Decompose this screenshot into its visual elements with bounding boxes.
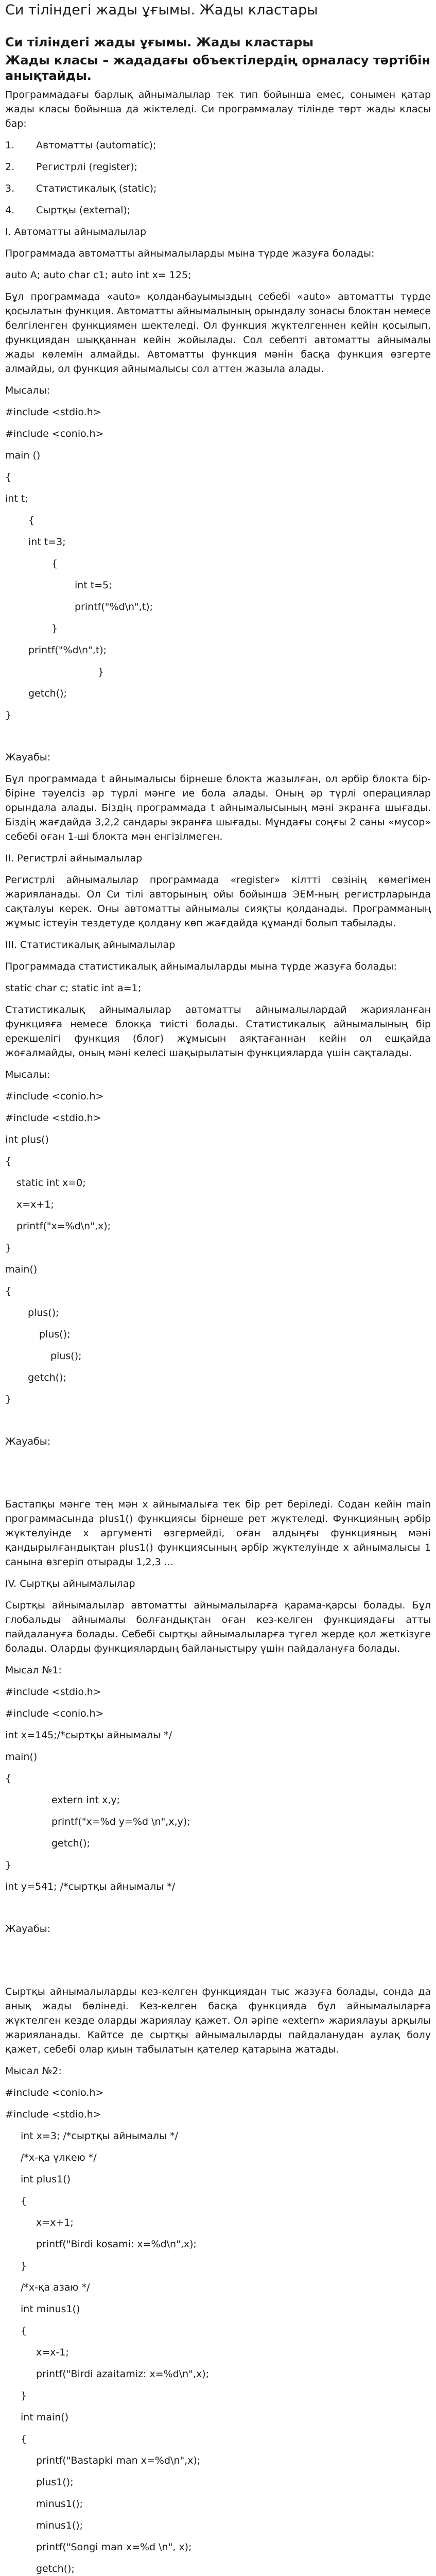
section-register-title: II. Регистрлі айнымалылар	[5, 853, 143, 864]
list-item	[5, 181, 431, 196]
code-block-static	[5, 1089, 431, 1406]
code-line: }	[5, 709, 12, 721]
section-automatic-title: I. Автоматты айнымалылар	[5, 226, 147, 238]
code-line: getch();	[51, 1838, 90, 1849]
code-line: }	[5, 1859, 12, 1871]
code-line: extern int x,y;	[51, 1794, 120, 1806]
section-external-title: IV. Сыртқы айнымалылар	[5, 1578, 135, 1589]
code-line: int minus1()	[21, 2303, 80, 2315]
code-line: minus1();	[36, 2498, 83, 2510]
code-line: x=x+1;	[16, 1199, 54, 1210]
code-line: #include <stdio.h>	[5, 2109, 101, 2120]
code-line: int main()	[21, 2412, 69, 2423]
code-line: static int x=0;	[16, 1177, 86, 1189]
code-line: getch();	[28, 1372, 66, 1383]
code-line: plus();	[50, 1350, 82, 1362]
code-line: int y=541; /*сыртқы айнымалы */	[5, 1881, 176, 1892]
list-item	[5, 138, 431, 152]
section-static-desc: Программада статистикалық айнымалыларды мына түрде жазуға болады:	[5, 961, 397, 972]
code-line: int t=3;	[28, 536, 66, 548]
code-line: }	[5, 1242, 12, 1253]
code-line: int t;	[5, 493, 28, 504]
section-subheading: Жады класы – жададағы объектілердің орналасу тәртібін анықтайды.	[5, 53, 430, 83]
list-item-number: 3.	[5, 183, 15, 194]
code-line: #include <conio.h>	[5, 428, 104, 439]
code-line: plus1();	[36, 2477, 74, 2488]
code-line: {	[5, 471, 12, 483]
code-line: printf("Birdi azaitamiz: x=%d\n",x);	[36, 2368, 210, 2380]
code-line: {	[5, 1285, 12, 1297]
section-automatic-body: Бұл программада «auto» қолданбауымыздың себебі «auto» автоматты түрде қосылатын функция. Автоматты айнымалының орындалу зонасы блоктан немесе белгіленген функциямен шектеледі. Ол функция жүктелгеннен кейін қосылып, функциядан шыққаннан кейін жойылады. Сол себепті автоматты айнымалы жады көлемін алмайды. Автоматты функция мәнін басқа функция өзгерте алмайды, ол функция айнымалысы сол аттен жазыла алады.	[5, 291, 431, 375]
code-line: getch();	[36, 2563, 75, 2574]
example-label: Мысалы:	[5, 1069, 50, 1080]
code-line: printf("x=%d y=%d \n",x,y);	[51, 1816, 190, 1827]
code-block-external-2	[5, 2086, 431, 2576]
section-static-body: Статистикалық айнымалылар автоматты айнымалылардай жарияланған функцияға немесе блокқа тиісті болады. Статистикалық айнымалының бір ерекшелігі функция (блог) жұмысын аяқтағаннан кейін ол ешқайда жоғалмайды, оның мәні келесі шақырылатын функцияларда үшін сақталады.	[5, 1004, 431, 1059]
code-line: printf("Bastapki man x=%d\n",x);	[36, 2455, 201, 2466]
code-line: #include <conio.h>	[5, 1091, 104, 1102]
code-line: main ()	[5, 450, 41, 461]
code-line: int x=145;/*сыртқы айнымалы */	[5, 1730, 172, 1741]
code-line: {	[21, 2325, 27, 2336]
code-line: }	[51, 623, 58, 634]
answer-automatic: Бұл программада t айнымалысы бірнеше блокта жазылған, ол әрбір блокта бір-біріне тәуелсіз әр түрлі мәнге ие бола алады. Оның әр түрлі операциялар орындала алады. Біздің программада t айнымалысының мәні экранға шығады. Біздің жағдайда 3,2,2 сандары экранға шығады. Мұндағы соңғы 2 саны «мусор» себебі оған 1-ші блокта мән енгізілмеген.	[5, 773, 431, 842]
code-line: x=x+1;	[36, 2217, 74, 2228]
section-external-body-2: Сыртқы айнымалыларды кез-келген функциядан тыс жазуға болады, сонда да анық жады бөлінеді. Кез-келген басқа функцияда бұл айнымалыларға жүктелген кезде оларды жариялау қажет. Ол әріпе «extern» жариялауы арқылы жарияланады. Кайтсе де сыртқы айнымалыларды пайдаланудан аулақ болу қажет, себебі олар қиын табылатын қателер қатарына жатады.	[5, 1986, 431, 2055]
code-line: int x=3; /*сыртқы айнымалы */	[21, 2130, 178, 2142]
answer-static: Бастапқы мәнге тең мән x айнымалыға тек бір рет беріледі. Содан кейін main программасында plus1() функциясы бірнеше рет жүктеледі. Функцияның әрбір жүктелуінде x аргументі өзгермейді, оған алдыңғы функцияның мәні қандырылғандықтан plus1() функциясының әрбір жүктелуінде x айнымалысы 1 санына өзгеріп отырады 1,2,3 ...	[5, 1499, 431, 1568]
code-block-external-1	[5, 1685, 431, 1894]
code-line: }	[5, 1394, 12, 1405]
list-item-text: Статистикалық (static);	[36, 183, 157, 194]
list-item	[5, 160, 431, 174]
answer-label: Жауабы:	[5, 752, 51, 763]
code-line: printf("%d\n",t);	[75, 601, 153, 613]
list-item-text: Регистрлі (register);	[36, 161, 138, 173]
code-line: {	[5, 1773, 12, 1784]
section-static-decl: static char c; static int a=1;	[5, 982, 142, 994]
code-line: getch();	[28, 688, 67, 699]
code-block-automatic	[5, 405, 431, 722]
code-line: plus();	[39, 1329, 71, 1340]
code-line: main()	[5, 1264, 38, 1275]
list-item	[5, 203, 431, 217]
memory-class-list	[5, 138, 431, 217]
section-register-body: Регистрлі айнымалылар программада «register» кілтті сөзінің көмегімен жарияланады. Ол Си тілі авторының ойы бойынша ЭЕМ-ның регистрларында сақталуы керек. Оны автоматты айнымалы сияқты қолданады. Программаның жұмыс істеуін тездетуде қолдану көп жағдайда құманді болып табылады.	[5, 874, 431, 929]
code-line: /*x-қа үлкею */	[21, 2152, 97, 2163]
page-title: Си тіліндегі жады ұғымы. Жады кластары	[5, 2, 318, 18]
code-line: int t=5;	[75, 580, 112, 591]
code-line: printf("x=%d\n",x);	[16, 1221, 111, 1232]
code-line: int plus1()	[21, 2174, 71, 2185]
code-line: {	[28, 515, 35, 526]
code-line: plus();	[28, 1307, 59, 1318]
code-line: #include <stdio.h>	[5, 1112, 101, 1124]
code-line: int plus()	[5, 1134, 49, 1145]
code-line: main()	[5, 1751, 38, 1762]
code-line: x=x-1;	[36, 2347, 69, 2358]
code-line: #include <stdio.h>	[5, 406, 101, 418]
section-automatic-desc: Программада автоматты айнымалыларды мына түрде жазуға болады:	[5, 248, 375, 259]
code-line: #include <conio.h>	[5, 2087, 104, 2098]
example-label: Мысал №2:	[5, 2065, 62, 2077]
section-heading: Си тіліндегі жады ұғымы. Жады кластары	[5, 35, 314, 49]
code-line: {	[21, 2433, 27, 2445]
code-line: #include <conio.h>	[5, 1708, 104, 1719]
code-line: }	[21, 2390, 27, 2401]
code-line: #include <stdio.h>	[5, 1686, 101, 1698]
code-line: {	[51, 558, 58, 569]
answer-label: Жауабы:	[5, 1436, 51, 1447]
list-item-number: 2.	[5, 161, 15, 173]
code-line: printf("Songi man x=%d \n", x);	[36, 2541, 192, 2553]
list-item-text: Автоматты (automatic);	[36, 140, 156, 151]
code-line: }	[98, 666, 104, 677]
section-automatic-decl: auto A; auto char c1; auto int x= 125;	[5, 269, 191, 281]
list-item-number: 4.	[5, 205, 15, 216]
code-line: minus1();	[36, 2520, 83, 2531]
code-line: {	[5, 1156, 12, 1167]
intro-paragraph: Программадағы барлық айнымалылар тек тип бойынша емес, сонымен қатар жады класы бойынша да жіктеледі. Си программалау тілінде төрт жады класы бар:	[5, 89, 431, 129]
section-external-body: Сыртқы айнымалылар автоматты айнымалыларға қарама-қарсы болады. Бұл глобальды айнымалы болғандықтан оған кез-келген функциядағы атты пайдалануға болады. Себебі сыртқы айнымалыларға түгел жерде қол жеткізуге болады. Оларды функциялардың байланыстыру үшін пайдалануға болады.	[5, 1600, 431, 1654]
list-item-text: Сыртқы (external);	[36, 205, 131, 216]
code-line: printf("Birdi kosami: x=%d\n",x);	[36, 2239, 197, 2250]
answer-label: Жауабы:	[5, 1923, 51, 1935]
code-line: {	[21, 2195, 27, 2207]
code-line: /*x-қа азаю */	[21, 2282, 90, 2293]
code-line: }	[21, 2260, 27, 2272]
example-label: Мысалы:	[5, 385, 50, 396]
example-label: Мысал №1:	[5, 1665, 62, 1676]
section-static-title: III. Статистикалық айнымалылар	[5, 939, 176, 951]
code-line: printf("%d\n",t);	[28, 645, 107, 656]
list-item-number: 1.	[5, 140, 15, 151]
